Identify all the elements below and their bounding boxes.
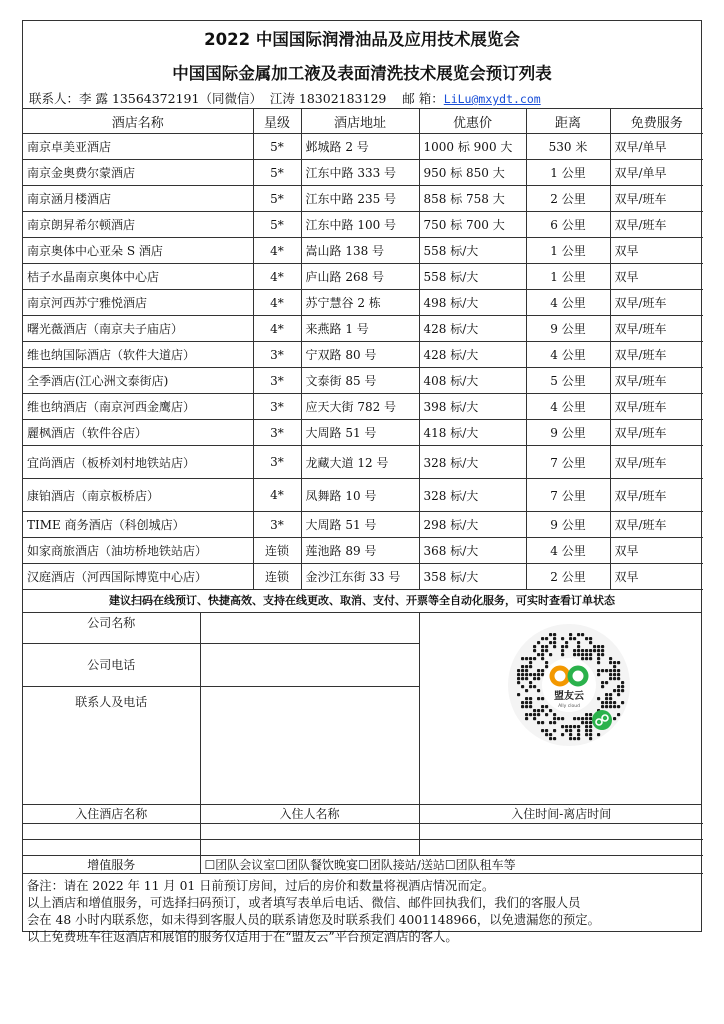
hotel-star-cell: 3*: [253, 394, 301, 420]
hotel-service-cell: 双早/班车: [610, 342, 703, 368]
hotel-star-cell: 连锁: [253, 564, 301, 590]
hotel-distance-cell: 2 公里: [526, 186, 610, 212]
contact-person-2: 江涛 18302183129: [269, 91, 387, 106]
hotel-name-cell: 南京奥体中心亚朵 S 酒店: [23, 238, 253, 264]
hotel-star-cell: 5*: [253, 186, 301, 212]
hotel-price-cell: 750 标 700 大: [419, 212, 526, 238]
value-added-options[interactable]: ☐团队会议室☐团队餐饮晚宴☐团队接站/送站☐团队租车等: [200, 855, 703, 873]
remark-line: 备注：请在 2022 年 11 月 01 日前预订房间，过后的房价和数量将视酒店情况而定。: [27, 878, 495, 893]
value-added-label: 增值服务: [23, 855, 200, 873]
company-info-table: [23, 613, 420, 804]
hotel-star-cell: 4*: [253, 316, 301, 342]
remark-line: 以上酒店和增值服务，可选择扫码预订，或者填写表单后电话、微信、邮件回执我们，我们的客服人员: [27, 895, 581, 910]
booking-form-document: [22, 20, 702, 944]
hotel-address-cell: 宁双路 80 号: [301, 342, 419, 368]
company-info-section: [23, 613, 701, 805]
hotel-row: [23, 134, 703, 160]
hotel-price-cell: 328 标/大: [419, 479, 526, 512]
hotel-price-cell: 328 标/大: [419, 446, 526, 479]
hotel-name-cell: 汉庭酒店（河西国际博览中心店）: [23, 564, 253, 590]
contact-label: 联系人：: [29, 91, 80, 106]
hotel-price-cell: 498 标/大: [419, 290, 526, 316]
qr-brand-subtext: Ally cloud: [558, 704, 580, 709]
hotel-name-cell: 南京涵月楼酒店: [23, 186, 253, 212]
hotel-price-cell: 418 标/大: [419, 420, 526, 446]
hotel-name-cell: 南京河西苏宁雅悦酒店: [23, 290, 253, 316]
hotel-distance-cell: 2 公里: [526, 564, 610, 590]
header-distance: 距离: [526, 109, 610, 134]
hotel-price-cell: 408 标/大: [419, 368, 526, 394]
checkin-hotel-field[interactable]: [23, 823, 200, 839]
document-title-line1: 2022 中国国际润滑油品及应用技术展览会: [204, 30, 520, 49]
hotel-row: [23, 538, 703, 564]
hotel-name-cell: 宜尚酒店（板桥刘村地铁站店）: [23, 446, 253, 479]
remarks-section: [23, 874, 701, 946]
email-link[interactable]: LiLu@mxydt.com: [443, 92, 541, 106]
checkin-row: [23, 823, 703, 839]
header-service: 免费服务: [610, 109, 703, 134]
company-phone-label: 公司电话: [23, 643, 200, 686]
hotel-star-cell: 4*: [253, 264, 301, 290]
hotel-row: [23, 479, 703, 512]
company-name-field[interactable]: [200, 613, 419, 643]
hotel-service-cell: 双早: [610, 238, 703, 264]
hotel-service-cell: 双早/单早: [610, 134, 703, 160]
hotel-row: [23, 160, 703, 186]
hotel-star-cell: 3*: [253, 512, 301, 538]
hotel-price-cell: 1000 标 900 大: [419, 134, 526, 160]
remark-line: 以上免费班车往返酒店和展馆的服务仅适用于在“盟友云”平台预定酒店的客人。: [27, 929, 458, 944]
checkin-row: [23, 839, 703, 855]
company-phone-field[interactable]: [200, 643, 419, 686]
hotel-star-cell: 4*: [253, 238, 301, 264]
hotel-address-cell: 莲池路 89 号: [301, 538, 419, 564]
document-title-line2: 中国国际金属加工液及表面清洗技术展览会预订列表: [172, 64, 552, 83]
remark-line: 会在 48 小时内联系您，如未得到客服人员的联系请您及时联系我们 4001148966，以免遗漏您的预定。: [27, 912, 600, 927]
hotel-service-cell: 双早/班车: [610, 290, 703, 316]
hotel-service-cell: 双早/班车: [610, 212, 703, 238]
hotel-service-cell: 双早/班车: [610, 394, 703, 420]
checkin-hotel-field[interactable]: [23, 839, 200, 855]
hotel-address-cell: 凤舞路 10 号: [301, 479, 419, 512]
checkin-guest-header: 入住人名称: [200, 805, 419, 823]
hotel-name-cell: 如家商旅酒店（油坊桥地铁站店）: [23, 538, 253, 564]
checkin-guest-field[interactable]: [200, 823, 419, 839]
hotel-address-cell: 大周路 51 号: [301, 420, 419, 446]
hotel-name-cell: 南京金奥费尔蒙酒店: [23, 160, 253, 186]
hotel-address-cell: 庐山路 268 号: [301, 264, 419, 290]
header-hotel-name: 酒店名称: [23, 109, 253, 134]
hotel-address-cell: 应天大街 782 号: [301, 394, 419, 420]
hotel-price-cell: 558 标/大: [419, 238, 526, 264]
hotel-service-cell: 双早: [610, 538, 703, 564]
hotel-address-cell: 江东中路 100 号: [301, 212, 419, 238]
hotel-distance-cell: 1 公里: [526, 238, 610, 264]
header-address: 酒店地址: [301, 109, 419, 134]
hotel-row: [23, 564, 703, 590]
hotel-price-cell: 368 标/大: [419, 538, 526, 564]
hotel-distance-cell: 6 公里: [526, 212, 610, 238]
hotel-price-cell: 950 标 850 大: [419, 160, 526, 186]
hotel-name-cell: 维也纳酒店（南京河西金鹰店）: [23, 394, 253, 420]
contact-phone-label: 联系人及电话: [23, 686, 200, 804]
hotel-row: [23, 186, 703, 212]
hotel-address-cell: 大周路 51 号: [301, 512, 419, 538]
hotel-address-cell: 金沙江东街 33 号: [301, 564, 419, 590]
hotel-name-cell: 南京卓美亚酒店: [23, 134, 253, 160]
hotel-distance-cell: 4 公里: [526, 342, 610, 368]
hotel-row: [23, 264, 703, 290]
hotel-row: [23, 290, 703, 316]
hotel-price-cell: 358 标/大: [419, 564, 526, 590]
hotel-distance-cell: 9 公里: [526, 316, 610, 342]
checkin-guest-field[interactable]: [200, 839, 419, 855]
hotel-price-cell: 298 标/大: [419, 512, 526, 538]
hotel-name-cell: TIME 商务酒店（科创城店）: [23, 512, 253, 538]
hotel-service-cell: 双早: [610, 564, 703, 590]
hotel-name-cell: 麗枫酒店（软件谷店）: [23, 420, 253, 446]
hotel-address-cell: 江东中路 333 号: [301, 160, 419, 186]
hotel-name-cell: 维也纳国际酒店（软件大道店）: [23, 342, 253, 368]
table-header-row: [23, 109, 703, 134]
hotel-star-cell: 3*: [253, 368, 301, 394]
checkin-time-field[interactable]: [419, 823, 703, 839]
checkin-time-header: 入住时间-离店时间: [419, 805, 703, 823]
hotel-distance-cell: 9 公里: [526, 420, 610, 446]
online-booking-note: 建议扫码在线预订、快捷高效、支持在线更改、取消、支付、开票等全自动化服务，可实时查看订单状态: [23, 590, 701, 613]
hotel-address-cell: 嵩山路 138 号: [301, 238, 419, 264]
hotel-row: [23, 342, 703, 368]
hotel-address-cell: 邺城路 2 号: [301, 134, 419, 160]
hotel-star-cell: 连锁: [253, 538, 301, 564]
hotel-star-cell: 5*: [253, 160, 301, 186]
hotel-price-cell: 428 标/大: [419, 342, 526, 368]
hotel-name-cell: 曙光薇酒店（南京夫子庙店）: [23, 316, 253, 342]
hotel-star-cell: 5*: [253, 212, 301, 238]
hotel-row: [23, 512, 703, 538]
hotel-service-cell: 双早/班车: [610, 446, 703, 479]
hotel-distance-cell: 4 公里: [526, 394, 610, 420]
hotel-service-cell: 双早/班车: [610, 368, 703, 394]
hotel-star-cell: 4*: [253, 479, 301, 512]
hotel-row: [23, 238, 703, 264]
hotel-row: [23, 420, 703, 446]
email-label: 邮 箱：: [402, 91, 444, 106]
contact-phone-field[interactable]: [200, 686, 419, 804]
hotel-star-cell: 4*: [253, 290, 301, 316]
hotel-service-cell: 双早/班车: [610, 420, 703, 446]
hotel-distance-cell: 9 公里: [526, 512, 610, 538]
qr-brand-text: 盟友云: [554, 691, 584, 702]
checkin-time-field[interactable]: [419, 839, 703, 855]
header-price: 优惠价: [419, 109, 526, 134]
hotel-distance-cell: 7 公里: [526, 479, 610, 512]
hotel-address-cell: 江东中路 235 号: [301, 186, 419, 212]
hotel-row: [23, 446, 703, 479]
hotel-address-cell: 文泰街 85 号: [301, 368, 419, 394]
checkin-table: [23, 805, 703, 874]
hotel-distance-cell: 530 米: [526, 134, 610, 160]
hotel-address-cell: 龙藏大道 12 号: [301, 446, 419, 479]
hotel-price-cell: 558 标/大: [419, 264, 526, 290]
hotel-name-cell: 全季酒店(江心洲文泰街店): [23, 368, 253, 394]
checkin-hotel-header: 入住酒店名称: [23, 805, 200, 823]
hotel-distance-cell: 4 公里: [526, 538, 610, 564]
hotel-name-cell: 南京朗昇希尔顿酒店: [23, 212, 253, 238]
hotel-row: [23, 212, 703, 238]
hotel-distance-cell: 1 公里: [526, 160, 610, 186]
hotel-star-cell: 3*: [253, 446, 301, 479]
hotel-price-cell: 428 标/大: [419, 316, 526, 342]
hotel-star-cell: 3*: [253, 420, 301, 446]
hotel-table: [23, 108, 703, 590]
hotel-distance-cell: 4 公里: [526, 290, 610, 316]
hotel-distance-cell: 1 公里: [526, 264, 610, 290]
hotel-row: [23, 394, 703, 420]
hotel-name-cell: 康铂酒店（南京板桥店）: [23, 479, 253, 512]
hotel-row: [23, 368, 703, 394]
hotel-service-cell: 双早: [610, 264, 703, 290]
contact-person-1: 李 露 13564372191（同微信）: [79, 91, 262, 106]
hotel-service-cell: 双早/班车: [610, 316, 703, 342]
hotel-price-cell: 398 标/大: [419, 394, 526, 420]
hotel-address-cell: 苏宁慧谷 2 栋: [301, 290, 419, 316]
contact-line: [29, 90, 701, 108]
hotel-name-cell: 桔子水晶南京奥体中心店: [23, 264, 253, 290]
hotel-service-cell: 双早/班车: [610, 186, 703, 212]
header-star: 星级: [253, 109, 301, 134]
hotel-distance-cell: 7 公里: [526, 446, 610, 479]
mini-program-icon: [592, 710, 612, 730]
hotel-address-cell: 来燕路 1 号: [301, 316, 419, 342]
hotel-service-cell: 双早/单早: [610, 160, 703, 186]
company-name-label: 公司名称: [23, 613, 200, 643]
hotel-service-cell: 双早/班车: [610, 479, 703, 512]
hotel-distance-cell: 5 公里: [526, 368, 610, 394]
hotel-service-cell: 双早/班车: [610, 512, 703, 538]
hotel-row: [23, 316, 703, 342]
hotel-star-cell: 5*: [253, 134, 301, 160]
qr-code[interactable]: [507, 623, 631, 747]
hotel-star-cell: 3*: [253, 342, 301, 368]
hotel-price-cell: 858 标 758 大: [419, 186, 526, 212]
